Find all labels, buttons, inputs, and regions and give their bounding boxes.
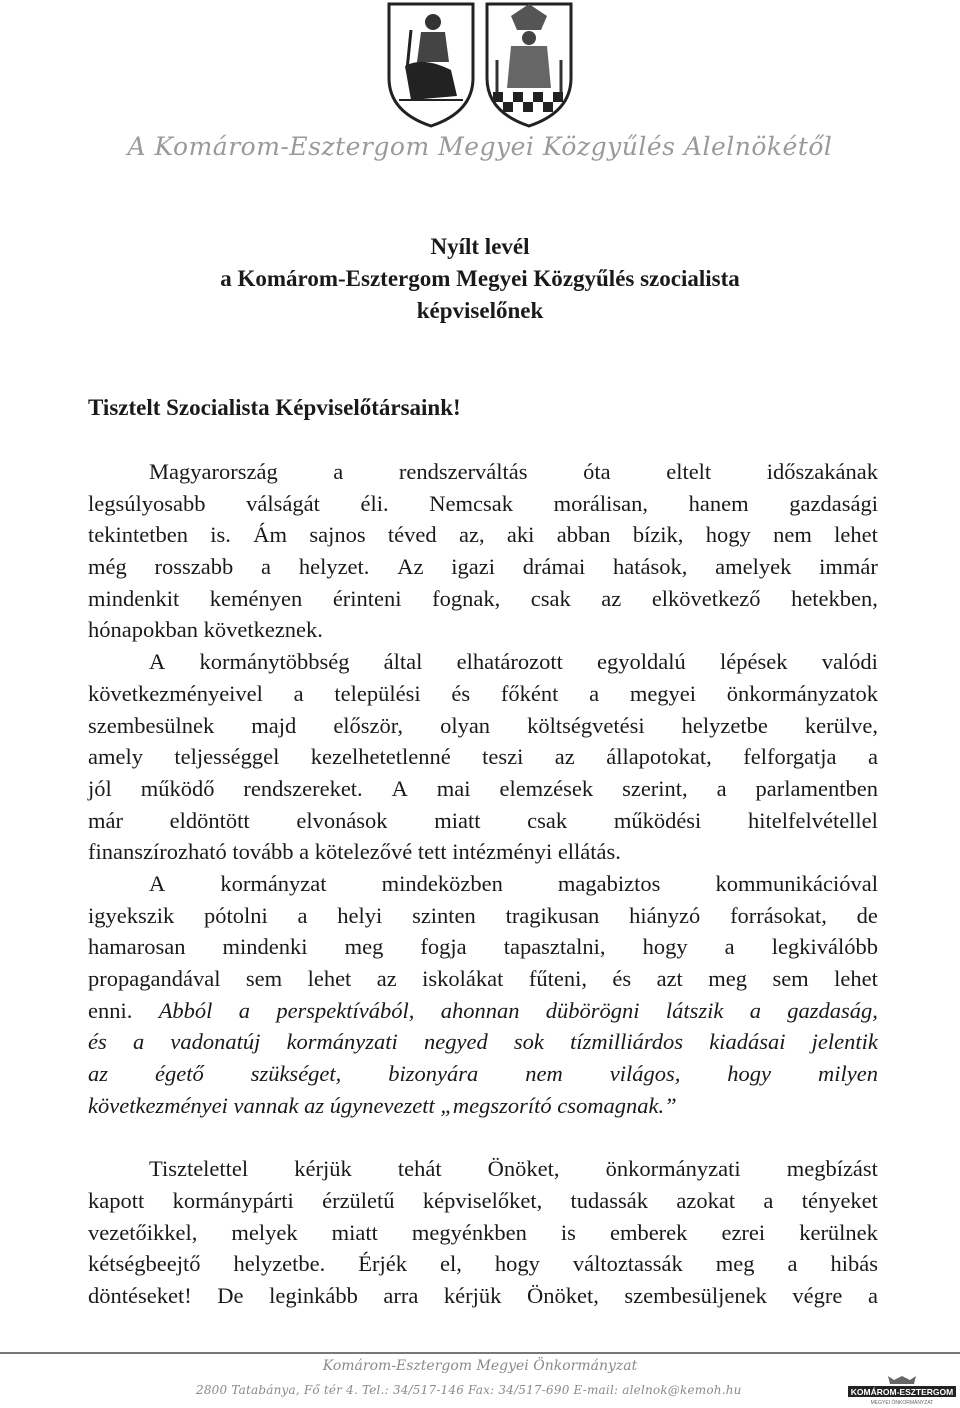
body-word: a: [238, 997, 250, 1023]
body-word: szinten: [412, 902, 476, 928]
body-word: teljességgel: [174, 744, 280, 770]
body-word: meg: [715, 1251, 755, 1277]
body-word: és: [612, 966, 632, 991]
body-word: gazdaság,: [787, 997, 878, 1023]
body-word: költségvetési: [527, 712, 645, 738]
body-word: hatások,: [613, 554, 688, 580]
body-word: Abból: [158, 997, 213, 1023]
body-word: hónapokban következnek.: [88, 617, 323, 643]
body-word: forrásokat,: [730, 902, 827, 928]
body-word: igyekszik: [88, 902, 175, 928]
body-word: válságát: [246, 490, 320, 516]
body-word: hogy: [642, 934, 688, 960]
body-word: majd: [251, 712, 297, 738]
footer-divider: [0, 1352, 960, 1354]
footer-logo: [848, 1376, 956, 1406]
body-word: eltelt: [666, 459, 712, 484]
body-word: de: [856, 902, 878, 928]
body-word: éli.: [360, 490, 389, 516]
body-word: először,: [333, 712, 404, 738]
body-word: A: [391, 775, 408, 801]
body-word: miatt: [331, 1219, 378, 1245]
body-word: rosszabb: [154, 554, 234, 580]
body-line: [88, 963, 878, 995]
body-word: megyénkben: [411, 1219, 527, 1245]
paragraph: [88, 646, 878, 868]
body-word: egyoldalú: [597, 649, 686, 675]
body-word: következményei vannak az úgynevezett „megszorító csomagnak.”: [88, 1092, 677, 1118]
body-line: [88, 646, 878, 678]
body-word: időszakának: [766, 459, 878, 484]
body-word: a: [787, 1251, 798, 1277]
body-word: negyed: [424, 1029, 488, 1055]
body-line: [88, 1090, 878, 1122]
body-word: lépések: [720, 649, 788, 675]
body-word: tapasztalni,: [503, 934, 606, 960]
body-word: elhatározott: [456, 649, 563, 675]
body-word: sem: [245, 966, 283, 991]
body-word: a: [589, 680, 600, 706]
body-line: [88, 868, 878, 900]
body-word: emberek: [609, 1219, 688, 1245]
body-line: [88, 519, 878, 551]
body-word: aki: [506, 522, 535, 548]
body-word: kapott: [88, 1187, 145, 1213]
body-line: [88, 773, 878, 805]
body-word: keményen: [209, 585, 303, 611]
body-word: A: [149, 870, 166, 896]
body-word: fűteni,: [528, 966, 587, 991]
body-word: hibás: [830, 1251, 878, 1277]
body-word: mindenki: [222, 934, 308, 960]
footer-logo-text: KOMÁROM-ESZTERGOM: [850, 1387, 954, 1397]
body-word: megbízást: [786, 1156, 878, 1182]
body-word: lehet: [834, 522, 878, 548]
body-word: iskolákat: [422, 966, 504, 991]
body-word: elvonások: [296, 807, 388, 833]
letter-body: [88, 456, 878, 1312]
paragraph: [88, 1153, 878, 1311]
body-word: mai: [436, 775, 471, 801]
body-word: a: [867, 744, 878, 770]
body-word: érzületű: [322, 1187, 395, 1213]
body-word: kerülnek: [799, 1219, 878, 1245]
body-word: a: [749, 997, 761, 1023]
body-word: következményeivel: [88, 680, 263, 706]
body-word: leginkább: [269, 1282, 358, 1308]
body-line: [88, 1058, 878, 1090]
body-word: parlamentben: [755, 775, 878, 801]
body-word: amely: [88, 744, 143, 770]
body-word: bízik,: [632, 522, 684, 548]
body-word: az: [601, 585, 622, 611]
body-word: a: [333, 459, 344, 484]
body-word: fogja: [420, 934, 467, 960]
left-shield-icon: [389, 4, 473, 126]
body-word: miatt: [434, 807, 481, 833]
footer-logo-subtext: MEGYEI ÖNKORMÁNYZAT: [870, 1400, 934, 1406]
letterhead-title: A Komárom-Esztergom Megyei Közgyűlés Alelnökétől: [127, 132, 833, 161]
body-word: olyan: [440, 712, 491, 738]
body-word: helyzet.: [298, 554, 370, 580]
body-line: [88, 836, 878, 868]
body-line: [88, 551, 878, 583]
body-word: hogy: [727, 1061, 772, 1087]
body-line: [88, 583, 878, 615]
body-word: nem: [773, 522, 812, 548]
body-word: és: [451, 680, 471, 706]
body-word: mindenkit: [88, 585, 180, 611]
body-word: azt: [656, 966, 683, 991]
body-word: tudassák: [570, 1187, 649, 1213]
body-word: igazi: [451, 554, 495, 580]
body-word: De: [217, 1282, 244, 1308]
body-word: magabiztos: [557, 870, 661, 896]
body-line: [88, 931, 878, 963]
body-word: legsúlyosabb: [88, 490, 206, 516]
body-word: kommunikációval: [715, 870, 878, 896]
body-word: óta: [583, 459, 611, 484]
body-word: a: [132, 1029, 145, 1055]
body-word: kerülve,: [804, 712, 878, 738]
title-line: a Komárom-Esztergom Megyei Közgyűlés szocialista: [220, 266, 740, 291]
body-word: A: [149, 649, 166, 675]
body-word: morálisan,: [553, 490, 648, 516]
body-word: rendszereket.: [243, 775, 363, 801]
body-word: téved: [387, 522, 437, 548]
body-word: szükséget,: [250, 1061, 342, 1087]
body-word: gazdasági: [789, 490, 878, 516]
body-word: hamarosan: [88, 934, 186, 960]
body-word: helyi: [337, 902, 383, 928]
body-word: égető: [154, 1061, 204, 1087]
body-line: [88, 1217, 878, 1249]
body-word: mindeközben: [381, 870, 503, 896]
body-word: arra: [383, 1282, 419, 1308]
body-word: hiányzó: [629, 902, 701, 928]
body-word: ezrei: [721, 1219, 766, 1245]
body-word: hogy: [494, 1251, 540, 1277]
body-word: az,: [458, 522, 485, 548]
body-word: hetekben,: [791, 585, 878, 611]
body-word: el,: [439, 1251, 462, 1277]
body-word: nem: [525, 1061, 563, 1087]
body-word: jól: [88, 775, 112, 801]
body-word: által: [383, 649, 423, 675]
body-word: a: [293, 680, 304, 706]
body-word: működő: [140, 775, 215, 801]
salutation: Tisztelt Szocialista Képviselőtársaink!: [88, 395, 461, 420]
body-word: végre: [792, 1282, 843, 1308]
body-line: [88, 1026, 878, 1058]
body-word: finanszírozható tovább a kötelezővé tett intézményi ellátás.: [88, 839, 621, 865]
body-word: kezelhetetlenné: [310, 744, 451, 770]
body-line: [88, 1280, 878, 1312]
body-word: vezetőikkel,: [88, 1219, 198, 1245]
footer-contact: 2800 Tatabánya, Fő tér 4. Tel.: 34/517-146 Fax: 34/517-690 E-mail: alelnok@kemoh.hu: [196, 1383, 742, 1397]
body-word: tragikusan: [505, 902, 600, 928]
body-word: Magyarország: [149, 459, 278, 484]
body-word: hogy: [705, 522, 751, 548]
body-word: kiadásai: [709, 1029, 786, 1055]
body-line: [88, 710, 878, 742]
body-word: elkövetkező: [651, 585, 761, 611]
body-word: változtassák: [572, 1251, 683, 1277]
body-word: a: [261, 554, 272, 580]
body-word: dübörögni: [545, 997, 640, 1023]
body-line: [88, 995, 878, 1027]
body-word: fognak,: [432, 585, 501, 611]
body-word: azokat: [676, 1187, 736, 1213]
body-word: Önöket,: [487, 1156, 560, 1182]
body-word: főként: [500, 680, 559, 706]
body-word: kérjük: [443, 1282, 502, 1308]
body-word: szembesüljenek: [624, 1282, 767, 1308]
body-word: a: [763, 1187, 774, 1213]
body-word: megyei: [629, 680, 697, 706]
body-line: [88, 900, 878, 932]
body-word: enni.: [88, 997, 133, 1023]
footer-organization: Komárom-Esztergom Megyei Önkormányzat: [322, 1358, 638, 1374]
body-word: propagandával: [88, 966, 221, 991]
body-line: [88, 488, 878, 520]
body-word: önkormányzatok: [726, 680, 878, 706]
body-word: jelentik: [811, 1029, 878, 1055]
body-word: is: [560, 1219, 576, 1245]
body-word: települési: [334, 680, 421, 706]
body-word: abban: [556, 522, 611, 548]
body-word: perspektívából,: [276, 997, 415, 1023]
body-line: [88, 1153, 878, 1185]
body-word: a: [716, 775, 727, 801]
body-word: a: [724, 934, 735, 960]
body-word: bizonyára: [388, 1061, 479, 1087]
body-line: [88, 614, 878, 646]
body-word: lehet: [307, 966, 352, 991]
body-word: döntéseket!: [88, 1282, 192, 1308]
body-line: [88, 805, 878, 837]
body-word: tehát: [397, 1156, 442, 1182]
body-word: hanem: [688, 490, 749, 516]
body-line: [88, 741, 878, 773]
title-line: képviselőnek: [416, 298, 544, 323]
body-word: eldöntött: [169, 807, 250, 833]
body-word: állapotokat,: [606, 744, 712, 770]
body-word: rendszerváltás: [398, 459, 528, 484]
body-word: meg: [708, 966, 747, 991]
body-word: tényeket: [801, 1187, 878, 1213]
body-word: helyzetbe: [681, 712, 768, 738]
body-word: működési: [613, 807, 702, 833]
body-word: Önöket,: [526, 1282, 599, 1308]
body-word: lehet: [834, 966, 878, 991]
body-word: kormánytöbbség: [199, 649, 350, 675]
body-line: [88, 678, 878, 710]
body-word: tízmilliárdos: [570, 1029, 684, 1055]
body-word: sok: [513, 1029, 544, 1055]
body-word: drámai: [522, 554, 586, 580]
body-word: csak: [530, 585, 571, 611]
body-word: ahonnan: [440, 997, 520, 1023]
body-word: Nemcsak: [429, 490, 513, 516]
body-word: az: [88, 1061, 109, 1087]
body-word: meg: [344, 934, 384, 960]
body-word: kétségbeejtő: [88, 1251, 201, 1277]
body-word: világos,: [609, 1061, 681, 1087]
body-word: a: [867, 1282, 878, 1308]
body-word: valódi: [821, 649, 878, 675]
coat-of-arms-logo: [361, 0, 599, 130]
body-word: kormányzat: [220, 870, 327, 896]
body-word: sajnos: [309, 522, 366, 548]
body-word: az: [376, 966, 397, 991]
body-word: legkiválóbb: [771, 934, 878, 960]
body-word: még: [88, 554, 127, 580]
body-word: is.: [210, 522, 231, 548]
body-word: látszik: [665, 997, 724, 1023]
letter-title: [0, 231, 960, 327]
body-word: amelyek: [715, 554, 792, 580]
body-word: Az: [397, 554, 424, 580]
body-word: immár: [819, 554, 878, 580]
title-line: Nyílt levél: [430, 234, 530, 259]
body-word: és: [88, 1029, 107, 1055]
body-word: az: [554, 744, 575, 770]
body-word: önkormányzati: [605, 1156, 741, 1182]
body-word: Ám: [253, 522, 288, 548]
body-word: melyek: [231, 1219, 298, 1245]
body-word: kormánypárti: [172, 1187, 294, 1213]
body-word: képviselőket,: [422, 1187, 543, 1213]
body-word: Tisztelettel: [149, 1156, 249, 1182]
body-word: milyen: [818, 1061, 878, 1087]
body-word: pótolni: [204, 902, 268, 928]
body-word: hitelfelvétellel: [747, 807, 878, 833]
body-word: kérjük: [294, 1156, 352, 1182]
body-word: tekintetben: [88, 522, 188, 548]
body-line: [88, 1248, 878, 1280]
body-word: felforgatja: [743, 744, 837, 770]
body-word: kormányzati: [286, 1029, 398, 1055]
body-word: helyzetbe.: [233, 1251, 326, 1277]
body-word: Érjék: [358, 1251, 407, 1277]
body-word: a: [297, 902, 308, 928]
body-word: már: [88, 807, 123, 833]
body-word: vadonatúj: [170, 1029, 261, 1055]
body-word: csak: [527, 807, 568, 833]
paragraph: [88, 868, 878, 1122]
right-shield-icon: [487, 4, 571, 126]
paragraph: [88, 456, 878, 646]
body-word: érinteni: [332, 585, 402, 611]
body-line: [88, 1185, 878, 1217]
body-word: sem: [772, 966, 809, 991]
body-word: elemzések: [499, 775, 594, 801]
body-word: szerint,: [622, 775, 688, 801]
body-line: [88, 456, 878, 488]
body-word: szembesülnek: [88, 712, 215, 738]
body-word: teszi: [482, 744, 524, 770]
